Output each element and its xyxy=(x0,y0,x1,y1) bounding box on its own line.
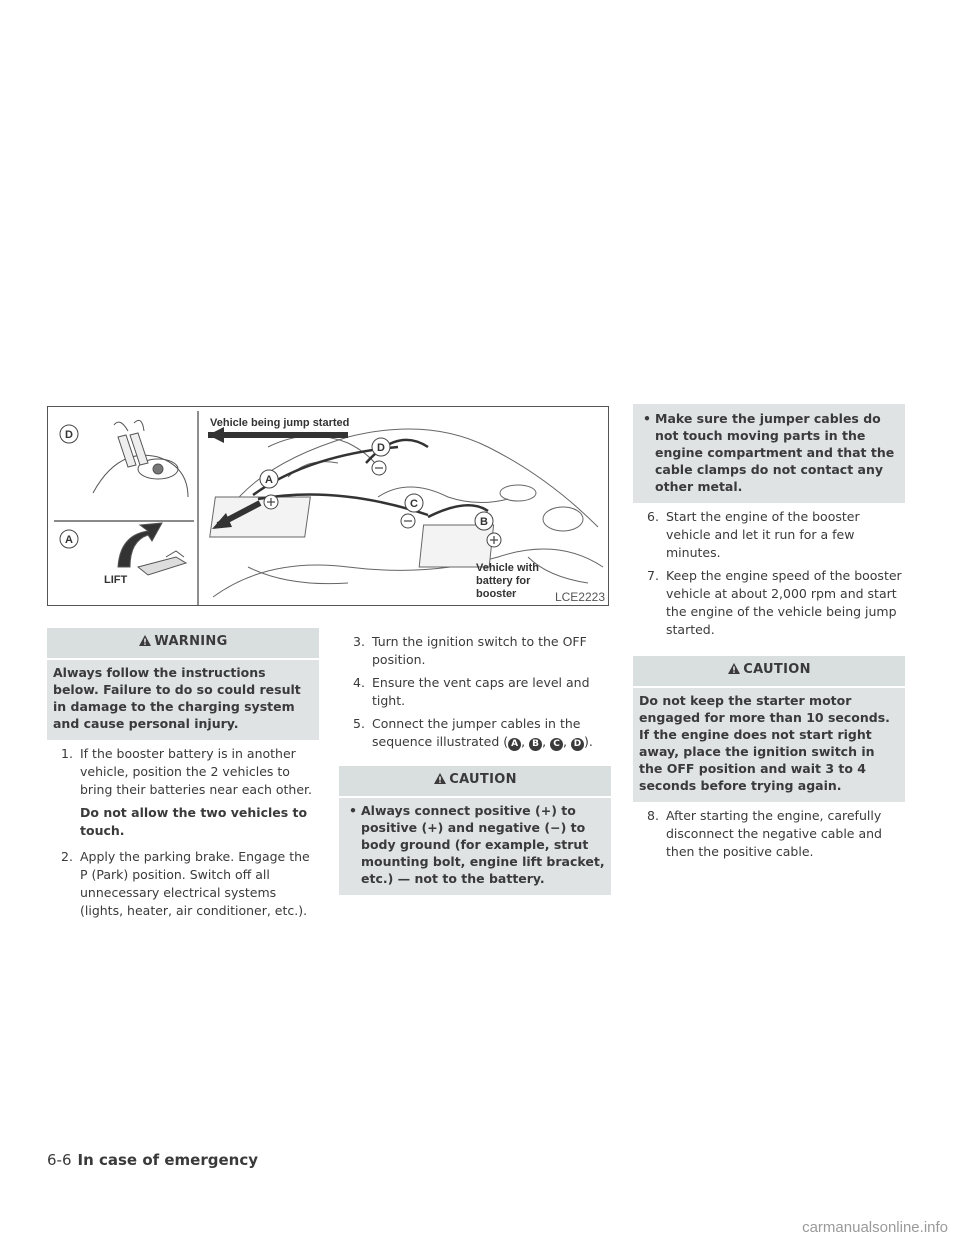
warning-body: Always follow the instructions below. Failure to do so could result in damage to the charging system and cause personal injury. xyxy=(47,660,319,740)
step-text: Keep the engine speed of the booster vehicle at about 2,000 rpm and start the engine of the vehicle being jump started. xyxy=(666,568,902,637)
step-6 xyxy=(633,508,905,562)
engine-bay-drawing xyxy=(48,407,608,605)
figure-code: LCE2223 xyxy=(554,590,605,604)
caution-bullet-2: Make sure the jumper cables do not touch moving parts in the engine compartment and that the cable clamps do not contact any other metal. xyxy=(655,411,895,494)
label-d-main: D xyxy=(377,442,385,454)
label-d-inset: D xyxy=(65,429,73,441)
label-a-inset: A xyxy=(65,534,73,546)
label-c-main: C xyxy=(410,498,418,510)
step-2 xyxy=(47,848,319,920)
terminal-cover-detail xyxy=(118,523,186,575)
step-5: 5. Connect the jumper cables in the sequence illustrated ( A , B , C , D ). xyxy=(353,716,593,749)
column-3 xyxy=(633,404,905,866)
jump-start-illustration xyxy=(47,406,609,606)
ref-c-icon: C xyxy=(550,738,563,751)
label-booster-line2: battery for xyxy=(476,575,531,587)
step-4 xyxy=(339,674,611,710)
step-text: After starting the engine, carefully disconnect the negative cable and then the positive cable. xyxy=(666,808,882,859)
label-booster-line1: Vehicle with xyxy=(476,562,539,574)
step-number: 5. xyxy=(353,716,365,731)
step-1 xyxy=(47,745,319,799)
step-text: Apply the parking brake. Engage the P (Park) position. Switch off all unnecessary electrical systems (lights, heater, air conditioner, etc.). xyxy=(80,849,310,918)
caution-continued-body: • Make sure the jumper cables do not touch moving parts in the engine compartment and that the cable clamps do not contact any other metal. xyxy=(633,404,905,503)
step-text: Connect the jumper cables in the sequence illustrated ( xyxy=(372,716,581,749)
caution-body-2: Do not keep the starter motor engaged for more than 10 seconds. If the engine does not start right away, place the ignition switch in the OFF position and wait 3 to 4 seconds before trying again. xyxy=(633,688,905,802)
ref-b-icon: B xyxy=(529,738,542,751)
caution-banner-2 xyxy=(633,656,905,686)
step-text: Start the engine of the booster vehicle and let it run for a few minutes. xyxy=(666,509,860,560)
label-booster-line3: booster xyxy=(476,588,517,600)
column-1 xyxy=(47,628,319,925)
caution-banner xyxy=(339,766,611,796)
step-text: If the booster battery is in another vehicle, position the 2 vehicles to bring their batteries near each other. xyxy=(80,746,312,797)
caution-title: CAUTION xyxy=(743,662,811,677)
warning-banner xyxy=(47,628,319,658)
label-vehicle-jump-started: Vehicle being jump started xyxy=(210,417,350,429)
label-b-main: B xyxy=(480,516,488,528)
warning-triangle-icon xyxy=(138,634,152,653)
step-number: 4. xyxy=(353,675,365,690)
step-number: 1. xyxy=(61,746,73,761)
column-2 xyxy=(339,628,611,895)
step-number: 3. xyxy=(353,634,365,649)
ref-a-icon: A xyxy=(508,738,521,751)
step-text: Ensure the vent caps are level and tight. xyxy=(372,675,590,708)
label-a-main: A xyxy=(265,474,273,486)
page-number: 6-6 xyxy=(47,1151,72,1169)
label-lift: LIFT xyxy=(104,574,128,586)
caution-title: CAUTION xyxy=(449,772,517,787)
step-number: 7. xyxy=(647,568,659,583)
caution-triangle-icon xyxy=(433,772,447,791)
caution-bullet: Always connect positive (+) to positive (+) and negative (−) to body ground (for example, strut mounting bolt, engine lift bracket, etc.) — not to the battery. xyxy=(361,803,605,886)
step-text-end: ). xyxy=(584,734,593,749)
step-7 xyxy=(633,567,905,639)
page-footer xyxy=(47,1151,258,1169)
ref-d-icon: D xyxy=(571,738,584,751)
warning-title: WARNING xyxy=(154,634,228,649)
engine-bay xyxy=(210,429,603,597)
step-1-note: Do not allow the two vehicles to touch. xyxy=(80,805,308,838)
step-8 xyxy=(633,807,905,861)
watermark: carmanualsonline.info xyxy=(802,1219,948,1236)
step-number: 8. xyxy=(647,808,659,823)
step-number: 2. xyxy=(61,849,73,864)
step-text: Turn the ignition switch to the OFF position. xyxy=(372,634,587,667)
caution-triangle-icon xyxy=(727,662,741,681)
step-number: 6. xyxy=(647,509,659,524)
chapter-title: In case of emergency xyxy=(77,1151,259,1169)
step-3 xyxy=(339,633,611,669)
ground-clamp-detail xyxy=(93,420,188,497)
caution-body: • Always connect positive (+) to positive (+) and negative (−) to body ground (for example, strut mounting bolt, engine lift bracket, etc.) — not to the battery. xyxy=(339,798,611,895)
